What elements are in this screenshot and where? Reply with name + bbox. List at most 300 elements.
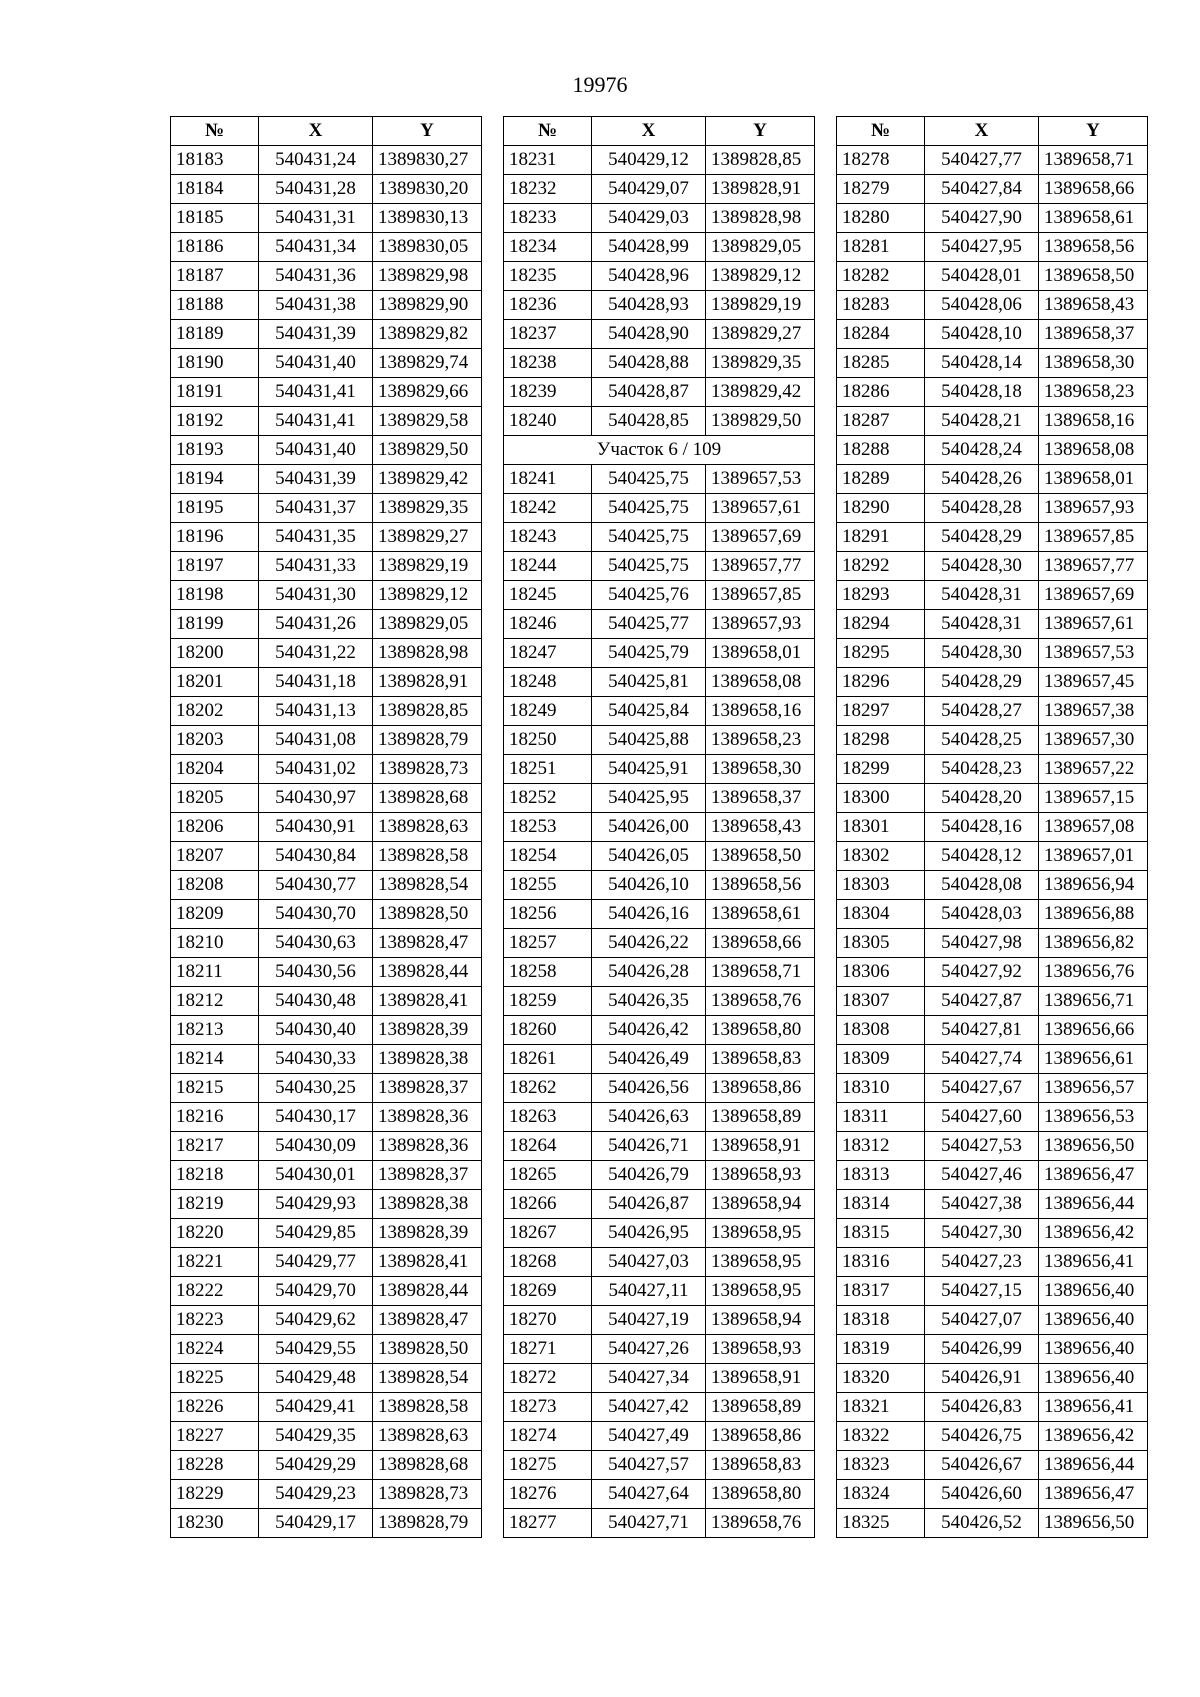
table-row — [504, 1190, 815, 1219]
x-coordinate-cell: 540431,40 — [259, 349, 373, 378]
x-coordinate-cell: 540428,25 — [925, 726, 1039, 755]
y-coordinate-cell: 1389656,40 — [1039, 1277, 1148, 1306]
x-coordinate-cell: 540427,81 — [925, 1016, 1039, 1045]
table-row — [837, 1190, 1148, 1219]
table-row — [504, 1132, 815, 1161]
y-coordinate-cell: 1389658,83 — [706, 1045, 815, 1074]
table-row — [171, 813, 482, 842]
table-header-row — [837, 117, 1148, 146]
point-number-cell: 18318 — [837, 1306, 925, 1335]
table-row — [504, 871, 815, 900]
table-row — [837, 1393, 1148, 1422]
point-number-cell: 18263 — [504, 1103, 592, 1132]
x-coordinate-cell: 540428,10 — [925, 320, 1039, 349]
y-coordinate-cell: 1389658,71 — [1039, 146, 1148, 175]
x-coordinate-cell: 540428,88 — [592, 349, 706, 378]
point-number-cell: 18307 — [837, 987, 925, 1016]
y-coordinate-cell: 1389828,54 — [373, 1364, 482, 1393]
y-coordinate-cell: 1389657,30 — [1039, 726, 1148, 755]
table-row — [504, 1364, 815, 1393]
point-number-cell: 18244 — [504, 552, 592, 581]
point-number-cell: 18315 — [837, 1219, 925, 1248]
y-coordinate-cell: 1389830,13 — [373, 204, 482, 233]
point-number-cell: 18194 — [171, 465, 259, 494]
x-coordinate-cell: 540428,21 — [925, 407, 1039, 436]
table-row — [171, 1480, 482, 1509]
table-row — [171, 523, 482, 552]
x-coordinate-cell: 540426,52 — [925, 1509, 1039, 1538]
table-row — [837, 1132, 1148, 1161]
y-coordinate-cell: 1389656,40 — [1039, 1306, 1148, 1335]
point-number-cell: 18262 — [504, 1074, 592, 1103]
point-number-cell: 18243 — [504, 523, 592, 552]
point-number-cell: 18204 — [171, 755, 259, 784]
point-number-cell: 18267 — [504, 1219, 592, 1248]
x-coordinate-cell: 540429,12 — [592, 146, 706, 175]
x-coordinate-cell: 540431,30 — [259, 581, 373, 610]
point-number-cell: 18184 — [171, 175, 259, 204]
point-number-cell: 18213 — [171, 1016, 259, 1045]
x-coordinate-cell: 540426,56 — [592, 1074, 706, 1103]
x-coordinate-cell: 540427,23 — [925, 1248, 1039, 1277]
table-row — [504, 697, 815, 726]
x-coordinate-cell: 540428,06 — [925, 291, 1039, 320]
y-coordinate-cell: 1389658,89 — [706, 1103, 815, 1132]
table-row — [504, 726, 815, 755]
x-coordinate-cell: 540429,70 — [259, 1277, 373, 1306]
x-coordinate-cell: 540430,33 — [259, 1045, 373, 1074]
x-coordinate-cell: 540427,71 — [592, 1509, 706, 1538]
y-coordinate-cell: 1389656,47 — [1039, 1161, 1148, 1190]
point-number-cell: 18193 — [171, 436, 259, 465]
point-number-cell: 18283 — [837, 291, 925, 320]
point-number-cell: 18186 — [171, 233, 259, 262]
point-number-cell: 18249 — [504, 697, 592, 726]
table-row — [171, 958, 482, 987]
point-number-cell: 18185 — [171, 204, 259, 233]
y-coordinate-cell: 1389657,85 — [706, 581, 815, 610]
point-number-cell: 18218 — [171, 1161, 259, 1190]
table-row — [837, 581, 1148, 610]
point-number-cell: 18272 — [504, 1364, 592, 1393]
table-row — [171, 1451, 482, 1480]
table-row — [837, 349, 1148, 378]
x-coordinate-cell: 540428,30 — [925, 639, 1039, 668]
y-coordinate-cell: 1389828,50 — [373, 1335, 482, 1364]
y-coordinate-cell: 1389829,35 — [373, 494, 482, 523]
table-row — [171, 842, 482, 871]
table-row — [504, 262, 815, 291]
table-row — [837, 610, 1148, 639]
x-coordinate-cell: 540431,33 — [259, 552, 373, 581]
x-coordinate-cell: 540427,53 — [925, 1132, 1039, 1161]
point-number-cell: 18289 — [837, 465, 925, 494]
table-row — [171, 755, 482, 784]
table-row — [171, 726, 482, 755]
y-coordinate-cell: 1389828,98 — [373, 639, 482, 668]
table-row — [837, 1219, 1148, 1248]
table-row — [837, 755, 1148, 784]
table-row — [837, 842, 1148, 871]
x-coordinate-cell: 540425,95 — [592, 784, 706, 813]
x-coordinate-cell: 540429,48 — [259, 1364, 373, 1393]
table-row — [504, 1045, 815, 1074]
x-coordinate-cell: 540430,91 — [259, 813, 373, 842]
y-coordinate-cell: 1389658,56 — [706, 871, 815, 900]
y-coordinate-cell: 1389658,56 — [1039, 233, 1148, 262]
x-coordinate-cell: 540427,67 — [925, 1074, 1039, 1103]
point-number-cell: 18207 — [171, 842, 259, 871]
x-coordinate-cell: 540426,67 — [925, 1451, 1039, 1480]
x-coordinate-cell: 540428,14 — [925, 349, 1039, 378]
column-header-x: X — [259, 117, 373, 146]
y-coordinate-cell: 1389658,37 — [706, 784, 815, 813]
y-coordinate-cell: 1389828,98 — [706, 204, 815, 233]
point-number-cell: 18237 — [504, 320, 592, 349]
y-coordinate-cell: 1389828,58 — [373, 1393, 482, 1422]
table-row — [504, 1393, 815, 1422]
y-coordinate-cell: 1389657,93 — [1039, 494, 1148, 523]
point-number-cell: 18295 — [837, 639, 925, 668]
x-coordinate-cell: 540429,41 — [259, 1393, 373, 1422]
y-coordinate-cell: 1389658,95 — [706, 1277, 815, 1306]
x-coordinate-cell: 540429,77 — [259, 1248, 373, 1277]
point-number-cell: 18297 — [837, 697, 925, 726]
x-coordinate-cell: 540430,84 — [259, 842, 373, 871]
y-coordinate-cell: 1389656,50 — [1039, 1132, 1148, 1161]
table-row — [504, 1219, 815, 1248]
y-coordinate-cell: 1389657,38 — [1039, 697, 1148, 726]
point-number-cell: 18294 — [837, 610, 925, 639]
x-coordinate-cell: 540429,35 — [259, 1422, 373, 1451]
point-number-cell: 18247 — [504, 639, 592, 668]
y-coordinate-cell: 1389656,47 — [1039, 1480, 1148, 1509]
point-number-cell: 18268 — [504, 1248, 592, 1277]
table-row — [504, 465, 815, 494]
point-number-cell: 18196 — [171, 523, 259, 552]
table-row — [837, 987, 1148, 1016]
table-row — [837, 929, 1148, 958]
y-coordinate-cell: 1389829,12 — [373, 581, 482, 610]
x-coordinate-cell: 540426,95 — [592, 1219, 706, 1248]
y-coordinate-cell: 1389657,77 — [706, 552, 815, 581]
point-number-cell: 18276 — [504, 1480, 592, 1509]
y-coordinate-cell: 1389657,69 — [1039, 581, 1148, 610]
table-row — [837, 813, 1148, 842]
point-number-cell: 18314 — [837, 1190, 925, 1219]
point-number-cell: 18242 — [504, 494, 592, 523]
x-coordinate-cell: 540427,11 — [592, 1277, 706, 1306]
table-row — [171, 1306, 482, 1335]
point-number-cell: 18273 — [504, 1393, 592, 1422]
point-number-cell: 18201 — [171, 668, 259, 697]
table-row — [171, 1335, 482, 1364]
y-coordinate-cell: 1389658,91 — [706, 1364, 815, 1393]
section-title: Участок 6 / 109 — [504, 436, 815, 465]
table-row — [837, 523, 1148, 552]
point-number-cell: 18321 — [837, 1393, 925, 1422]
table-row — [504, 146, 815, 175]
point-number-cell: 18269 — [504, 1277, 592, 1306]
y-coordinate-cell: 1389658,23 — [1039, 378, 1148, 407]
x-coordinate-cell: 540425,76 — [592, 581, 706, 610]
x-coordinate-cell: 540428,28 — [925, 494, 1039, 523]
point-number-cell: 18246 — [504, 610, 592, 639]
point-number-cell: 18271 — [504, 1335, 592, 1364]
table-header-row — [171, 117, 482, 146]
table-row — [171, 1074, 482, 1103]
x-coordinate-cell: 540426,49 — [592, 1045, 706, 1074]
y-coordinate-cell: 1389828,47 — [373, 929, 482, 958]
table-row — [171, 1190, 482, 1219]
y-coordinate-cell: 1389829,98 — [373, 262, 482, 291]
x-coordinate-cell: 540427,64 — [592, 1480, 706, 1509]
point-number-cell: 18317 — [837, 1277, 925, 1306]
x-coordinate-cell: 540430,70 — [259, 900, 373, 929]
table-row — [837, 204, 1148, 233]
y-coordinate-cell: 1389828,79 — [373, 726, 482, 755]
y-coordinate-cell: 1389829,19 — [373, 552, 482, 581]
y-coordinate-cell: 1389829,90 — [373, 291, 482, 320]
y-coordinate-cell: 1389828,38 — [373, 1045, 482, 1074]
table-row — [504, 610, 815, 639]
y-coordinate-cell: 1389656,71 — [1039, 987, 1148, 1016]
y-coordinate-cell: 1389829,50 — [706, 407, 815, 436]
point-number-cell: 18256 — [504, 900, 592, 929]
x-coordinate-cell: 540430,25 — [259, 1074, 373, 1103]
point-number-cell: 18296 — [837, 668, 925, 697]
x-coordinate-cell: 540427,42 — [592, 1393, 706, 1422]
point-number-cell: 18188 — [171, 291, 259, 320]
y-coordinate-cell: 1389657,15 — [1039, 784, 1148, 813]
table-row — [837, 726, 1148, 755]
x-coordinate-cell: 540427,95 — [925, 233, 1039, 262]
table-row — [171, 1277, 482, 1306]
y-coordinate-cell: 1389829,27 — [706, 320, 815, 349]
point-number-cell: 18191 — [171, 378, 259, 407]
point-number-cell: 18279 — [837, 175, 925, 204]
x-coordinate-cell: 540431,24 — [259, 146, 373, 175]
y-coordinate-cell: 1389656,44 — [1039, 1451, 1148, 1480]
point-number-cell: 18325 — [837, 1509, 925, 1538]
column-header-x: X — [592, 117, 706, 146]
point-number-cell: 18211 — [171, 958, 259, 987]
x-coordinate-cell: 540428,29 — [925, 523, 1039, 552]
x-coordinate-cell: 540426,63 — [592, 1103, 706, 1132]
x-coordinate-cell: 540427,26 — [592, 1335, 706, 1364]
table-row — [504, 233, 815, 262]
table-row — [504, 204, 815, 233]
y-coordinate-cell: 1389658,30 — [1039, 349, 1148, 378]
y-coordinate-cell: 1389658,16 — [706, 697, 815, 726]
y-coordinate-cell: 1389828,44 — [373, 1277, 482, 1306]
y-coordinate-cell: 1389658,08 — [706, 668, 815, 697]
y-coordinate-cell: 1389657,53 — [1039, 639, 1148, 668]
y-coordinate-cell: 1389658,89 — [706, 1393, 815, 1422]
y-coordinate-cell: 1389828,44 — [373, 958, 482, 987]
y-coordinate-cell: 1389657,85 — [1039, 523, 1148, 552]
x-coordinate-cell: 540427,15 — [925, 1277, 1039, 1306]
point-number-cell: 18252 — [504, 784, 592, 813]
x-coordinate-cell: 540427,30 — [925, 1219, 1039, 1248]
table-row — [504, 1480, 815, 1509]
y-coordinate-cell: 1389829,27 — [373, 523, 482, 552]
x-coordinate-cell: 540427,90 — [925, 204, 1039, 233]
y-coordinate-cell: 1389658,93 — [706, 1335, 815, 1364]
x-coordinate-cell: 540429,17 — [259, 1509, 373, 1538]
x-coordinate-cell: 540431,40 — [259, 436, 373, 465]
point-number-cell: 18253 — [504, 813, 592, 842]
x-coordinate-cell: 540425,75 — [592, 523, 706, 552]
point-number-cell: 18225 — [171, 1364, 259, 1393]
table-row — [504, 813, 815, 842]
point-number-cell: 18323 — [837, 1451, 925, 1480]
point-number-cell: 18245 — [504, 581, 592, 610]
table-row — [837, 1045, 1148, 1074]
x-coordinate-cell: 540430,17 — [259, 1103, 373, 1132]
table-row — [837, 320, 1148, 349]
y-coordinate-cell: 1389658,95 — [706, 1219, 815, 1248]
y-coordinate-cell: 1389828,68 — [373, 1451, 482, 1480]
y-coordinate-cell: 1389658,80 — [706, 1016, 815, 1045]
table-row — [837, 958, 1148, 987]
y-coordinate-cell: 1389658,30 — [706, 755, 815, 784]
y-coordinate-cell: 1389829,05 — [373, 610, 482, 639]
y-coordinate-cell: 1389657,08 — [1039, 813, 1148, 842]
y-coordinate-cell: 1389828,41 — [373, 1248, 482, 1277]
table-row — [837, 465, 1148, 494]
x-coordinate-cell: 540428,31 — [925, 610, 1039, 639]
table-row — [171, 929, 482, 958]
x-coordinate-cell: 540425,75 — [592, 552, 706, 581]
y-coordinate-cell: 1389657,61 — [1039, 610, 1148, 639]
y-coordinate-cell: 1389656,40 — [1039, 1335, 1148, 1364]
point-number-cell: 18234 — [504, 233, 592, 262]
table-row — [837, 291, 1148, 320]
y-coordinate-cell: 1389828,37 — [373, 1161, 482, 1190]
table-row — [171, 1103, 482, 1132]
x-coordinate-cell: 540426,10 — [592, 871, 706, 900]
table-row — [504, 1161, 815, 1190]
y-coordinate-cell: 1389658,01 — [706, 639, 815, 668]
point-number-cell: 18199 — [171, 610, 259, 639]
y-coordinate-cell: 1389829,82 — [373, 320, 482, 349]
x-coordinate-cell: 540430,97 — [259, 784, 373, 813]
y-coordinate-cell: 1389656,76 — [1039, 958, 1148, 987]
table-row — [171, 1219, 482, 1248]
y-coordinate-cell: 1389656,94 — [1039, 871, 1148, 900]
x-coordinate-cell: 540428,93 — [592, 291, 706, 320]
point-number-cell: 18302 — [837, 842, 925, 871]
point-number-cell: 18303 — [837, 871, 925, 900]
table-row — [504, 1451, 815, 1480]
point-number-cell: 18257 — [504, 929, 592, 958]
y-coordinate-cell: 1389830,27 — [373, 146, 482, 175]
point-number-cell: 18203 — [171, 726, 259, 755]
y-coordinate-cell: 1389829,12 — [706, 262, 815, 291]
y-coordinate-cell: 1389658,50 — [706, 842, 815, 871]
table-row — [837, 378, 1148, 407]
y-coordinate-cell: 1389658,86 — [706, 1074, 815, 1103]
point-number-cell: 18232 — [504, 175, 592, 204]
point-number-cell: 18284 — [837, 320, 925, 349]
table-row — [504, 1422, 815, 1451]
point-number-cell: 18311 — [837, 1103, 925, 1132]
point-number-cell: 18309 — [837, 1045, 925, 1074]
point-number-cell: 18301 — [837, 813, 925, 842]
y-coordinate-cell: 1389828,91 — [706, 175, 815, 204]
point-number-cell: 18316 — [837, 1248, 925, 1277]
point-number-cell: 18264 — [504, 1132, 592, 1161]
x-coordinate-cell: 540428,03 — [925, 900, 1039, 929]
column-header-number: № — [171, 117, 259, 146]
y-coordinate-cell: 1389658,93 — [706, 1161, 815, 1190]
x-coordinate-cell: 540428,90 — [592, 320, 706, 349]
table-header-row — [504, 117, 815, 146]
point-number-cell: 18230 — [171, 1509, 259, 1538]
table-row — [837, 436, 1148, 465]
y-coordinate-cell: 1389828,38 — [373, 1190, 482, 1219]
y-coordinate-cell: 1389656,66 — [1039, 1016, 1148, 1045]
y-coordinate-cell: 1389829,74 — [373, 349, 482, 378]
table-row — [504, 900, 815, 929]
table-row — [171, 639, 482, 668]
x-coordinate-cell: 540426,71 — [592, 1132, 706, 1161]
y-coordinate-cell: 1389656,53 — [1039, 1103, 1148, 1132]
x-coordinate-cell: 540426,60 — [925, 1480, 1039, 1509]
column-header-y: Y — [1039, 117, 1148, 146]
x-coordinate-cell: 540427,46 — [925, 1161, 1039, 1190]
x-coordinate-cell: 540426,28 — [592, 958, 706, 987]
table-row — [837, 1306, 1148, 1335]
y-coordinate-cell: 1389658,16 — [1039, 407, 1148, 436]
y-coordinate-cell: 1389658,94 — [706, 1190, 815, 1219]
table-row — [171, 668, 482, 697]
point-number-cell: 18221 — [171, 1248, 259, 1277]
point-number-cell: 18286 — [837, 378, 925, 407]
point-number-cell: 18250 — [504, 726, 592, 755]
y-coordinate-cell: 1389656,42 — [1039, 1422, 1148, 1451]
y-coordinate-cell: 1389828,54 — [373, 871, 482, 900]
table-row — [171, 1364, 482, 1393]
table-row — [504, 668, 815, 697]
table-row — [504, 1248, 815, 1277]
y-coordinate-cell: 1389657,01 — [1039, 842, 1148, 871]
table-row — [504, 378, 815, 407]
point-number-cell: 18308 — [837, 1016, 925, 1045]
x-coordinate-cell: 540430,01 — [259, 1161, 373, 1190]
x-coordinate-cell: 540427,84 — [925, 175, 1039, 204]
y-coordinate-cell: 1389658,76 — [706, 1509, 815, 1538]
section-row — [504, 436, 815, 465]
y-coordinate-cell: 1389828,63 — [373, 813, 482, 842]
x-coordinate-cell: 540428,16 — [925, 813, 1039, 842]
y-coordinate-cell: 1389829,58 — [373, 407, 482, 436]
table-row — [504, 349, 815, 378]
point-number-cell: 18261 — [504, 1045, 592, 1074]
column-header-number: № — [504, 117, 592, 146]
x-coordinate-cell: 540429,23 — [259, 1480, 373, 1509]
point-number-cell: 18287 — [837, 407, 925, 436]
x-coordinate-cell: 540428,29 — [925, 668, 1039, 697]
x-coordinate-cell: 540428,18 — [925, 378, 1039, 407]
point-number-cell: 18215 — [171, 1074, 259, 1103]
table-row — [171, 1016, 482, 1045]
table-row — [837, 1103, 1148, 1132]
x-coordinate-cell: 540427,77 — [925, 146, 1039, 175]
y-coordinate-cell: 1389658,95 — [706, 1248, 815, 1277]
x-coordinate-cell: 540430,40 — [259, 1016, 373, 1045]
